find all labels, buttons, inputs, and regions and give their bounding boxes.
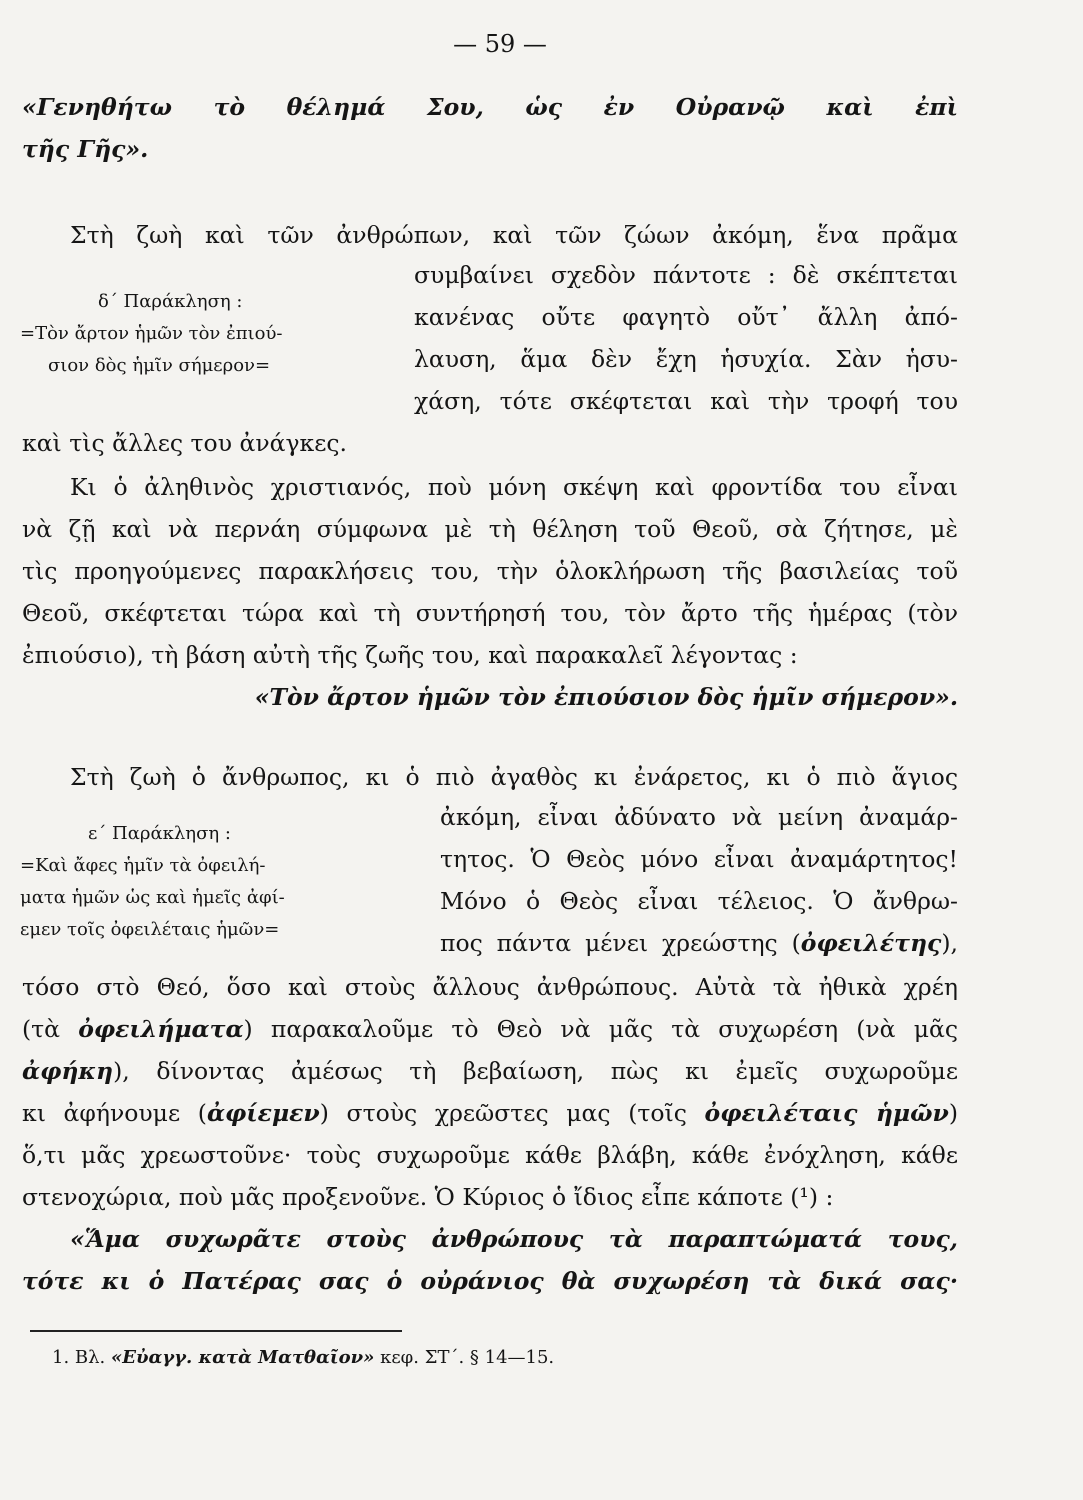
section4-closing-line: καὶ τὶς ἄλλες του ἀνάγκες. <box>22 429 348 457</box>
section4-col-line-3: λαυση, ἅμα δὲν ἔχη ἡσυχία. Σὰν ἡσυ- <box>414 345 958 373</box>
heading-quote-line-2: τῆς Γῆς». <box>22 135 149 163</box>
page-number: — 59 — <box>453 30 547 58</box>
section5-lead-line: Στὴ ζωὴ ὁ ἄνθρωπος, κι ὁ πιὸ ἀγαθὸς κι ἐνάρετος, κι ὁ πιὸ ἅγιος <box>70 763 958 791</box>
line-4-a: κι ἀφήνουμε ( <box>22 1099 207 1127</box>
section4-col-line-4: χάση, τότε σκέφτεται καὶ τὴν τροφή του <box>414 387 958 415</box>
section5-line-3 <box>22 1054 958 1088</box>
section5-line-5: ὅ,τι μᾶς χρεωστοῦνε· τοὺς συχωροῦμε κάθε βλάβη, κάθε ἐνόχληση, κάθε <box>22 1141 958 1169</box>
section5-col-line-2: τητος. Ὁ Θεὸς μόνο εἶναι ἀναμάρτητος! <box>440 845 958 873</box>
side-note-5-title: ε΄ Παράκληση : <box>88 823 231 844</box>
col-line-4-text: πος πάντα μένει χρεώστης ( <box>440 929 801 957</box>
line-2-bold: ὀφειλήματα <box>78 1015 244 1043</box>
line-3-c: ), δίνοντας ἀμέσως τὴ βεβαίωση, πὼς κι ἐμεῖς συχωροῦμε <box>113 1057 958 1085</box>
side-note-5-line-3: εμεν τοῖς ὀφειλέταις ἡμῶν= <box>20 919 280 940</box>
section5-col-line-3: Μόνο ὁ Θεὸς εἶναι τέλειος. Ὁ ἄνθρω- <box>440 887 958 915</box>
section5-col-line-4 <box>440 926 958 960</box>
line-4-bold-2: ὀφειλέταις ἡμῶν <box>704 1099 949 1127</box>
line-4-bold: ἀφίεμεν <box>206 1099 320 1127</box>
footnote-title: «Εὐαγγ. κατὰ Ματθαῖον» <box>110 1347 375 1368</box>
footnote-number: 1. Βλ. <box>52 1347 111 1368</box>
section4-paragraph-line-2: νὰ ζῇ καὶ νὰ περνάη σύμφωνα μὲ τὴ θέληση τοῦ Θεοῦ, σὰ ζήτησε, μὲ <box>22 515 958 543</box>
side-note-5-line-1: =Καὶ ἄφες ἡμῖν τὰ ὀφειλή- <box>20 855 266 876</box>
footnote <box>52 1345 554 1371</box>
section4-col-line-1: συμβαίνει σχεδὸν πάντοτε : δὲ σκέπτεται <box>414 261 958 289</box>
line-4-c: ) στοὺς χρεῶστες μας (τοῖς <box>319 1099 705 1127</box>
closing-quote-line-1: «Ἅμα συχωρᾶτε στοὺς ἀνθρώπους τὰ παραπτώματά τους, <box>70 1225 958 1253</box>
col-line-4-bold: ὀφειλέτης <box>800 929 942 957</box>
heading-quote-line-1: «Γενηθήτω τὸ θέλημά Σου, ὡς ἐν Οὐρανῷ καὶ ἐπὶ <box>22 93 958 121</box>
section4-paragraph-line-4: Θεοῦ, σκέφτεται τώρα καὶ τὴ συντήρησή του, τὸν ἄρτο τῆς ἡμέρας (τὸν <box>22 599 958 627</box>
section5-line-1: τόσο στὸ Θεό, ὅσο καὶ στοὺς ἄλλους ἀνθρώπους. Αὐτὰ τὰ ἠθικὰ χρέη <box>22 973 958 1001</box>
side-note-5-line-2: ματα ἡμῶν ὡς καὶ ἡμεῖς ἀφί- <box>20 887 285 908</box>
section4-paragraph-line-5: ἐπιούσιο), τὴ βάση αὐτὴ τῆς ζωῆς του, καὶ παρακαλεῖ λέγοντας : <box>22 641 798 669</box>
col-line-4-tail: ), <box>941 929 958 957</box>
line-3-bold: ἀφήκη <box>22 1057 114 1085</box>
section5-col-line-1: ἀκόμη, εἶναι ἀδύνατο νὰ μείνη ἀναμάρ- <box>440 803 958 831</box>
footnote-reference: κεφ. ΣΤ΄. § 14—15. <box>374 1347 555 1368</box>
section4-paragraph-line-3: τὶς προηγούμενες παρακλήσεις του, τὴν ὁλοκλήρωση τῆς βασιλείας τοῦ <box>22 557 958 585</box>
section4-paragraph-line-1: Κι ὁ ἀληθινὸς χριστιανός, ποὺ μόνη σκέψη καὶ φροντίδα του εἶναι <box>70 473 958 501</box>
side-note-4-line-1: =Τὸν ἄρτον ἡμῶν τὸν ἐπιού- <box>20 323 283 344</box>
section4-col-line-2: κανένας οὔτε φαγητὸ οὔτ᾽ ἄλλη ἀπό- <box>414 303 958 331</box>
side-note-4-title: δ΄ Παράκληση : <box>98 291 243 312</box>
line-2-a: (τὰ <box>22 1015 79 1043</box>
section5-line-2 <box>22 1012 958 1046</box>
closing-quote-line-2: τότε κι ὁ Πατέρας σας ὁ οὐράνιος θὰ συχωρέση τὰ δικά σας· <box>22 1267 958 1295</box>
section5-line-6: στενοχώρια, ποὺ μᾶς προξενοῦνε. Ὁ Κύριος ὁ ἴδιος εἶπε κάποτε (¹) : <box>22 1183 834 1211</box>
section5-line-4 <box>22 1096 958 1130</box>
side-note-4-line-2: σιον δὸς ἡμῖν σήμερον= <box>48 355 271 376</box>
footnote-divider <box>30 1330 402 1332</box>
section4-lead-line: Στὴ ζωὴ καὶ τῶν ἀνθρώπων, καὶ τῶν ζώων ἀκόμη, ἕνα πρᾶμα <box>70 221 958 249</box>
line-2-c: ) παρακαλοῦμε τὸ Θεὸ νὰ μᾶς τὰ συχωρέση (νὰ μᾶς <box>243 1015 958 1043</box>
line-4-e: ) <box>948 1099 958 1127</box>
section4-quote: «Τὸν ἄρτον ἡμῶν τὸν ἐπιούσιον δὸς ἡμῖν σήμερον». <box>254 683 958 711</box>
